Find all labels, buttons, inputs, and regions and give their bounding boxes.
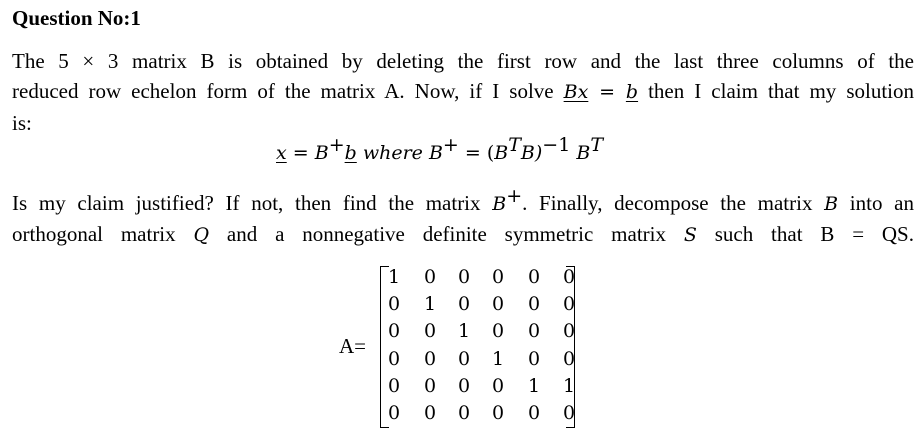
matrix-cell: 0 <box>527 402 541 424</box>
matrix-cell: 0 <box>527 266 541 288</box>
equation-Bx: Bx <box>563 81 589 103</box>
matrix-cell: 0 <box>527 293 541 315</box>
matrix-cell: 0 <box>562 266 576 288</box>
problem-text-line-1: The 5 × 3 matrix B is obtained by deleting the first row and the last three columns of the <box>12 49 914 73</box>
question-text-line-2: orthogonal matrix Q and a nonnegative definite symmetric matrix S such that B = QS. <box>12 222 914 246</box>
matrix-cell: 0 <box>527 348 541 370</box>
question-text-line-1: Is my claim justified? If not, then find the matrix B+. Finally, decompose the matrix B into an <box>12 185 914 215</box>
matrix-cell: 0 <box>491 375 505 397</box>
matrix-cell: 1 <box>491 348 505 370</box>
matrix-cell: 0 <box>491 293 505 315</box>
problem-text-line-2: reduced row echelon form of the matrix A. Now, if I solve Bx = b then I claim that my solution <box>12 79 915 103</box>
matrix-cell: 1 <box>527 375 541 397</box>
problem-text-line-3: is: <box>12 111 32 135</box>
pseudoinverse-equation: x = B+b where $B^+ = (B^TB)^{-1}$ $B^T$ <box>276 134 603 164</box>
matrix-cell: 0 <box>423 266 437 288</box>
matrix-cell: 0 <box>423 348 437 370</box>
matrix-cell: 1 <box>423 293 437 315</box>
matrix-cell: 0 <box>562 293 576 315</box>
matrix-cell: 0 <box>491 320 505 342</box>
matrix-cell: 0 <box>387 402 401 424</box>
matrix-cell: 0 <box>491 402 505 424</box>
matrix-cell: 0 <box>387 375 401 397</box>
matrix-cell: 0 <box>457 293 471 315</box>
matrix-label: A= <box>339 334 367 358</box>
matrix-cell: 0 <box>457 348 471 370</box>
question-heading: Question No:1 <box>12 6 141 30</box>
matrix-cell: 0 <box>562 402 576 424</box>
matrix-cell: 0 <box>457 402 471 424</box>
matrix-cell: 0 <box>457 375 471 397</box>
matrix-cell: 0 <box>387 293 401 315</box>
matrix-cell: 0 <box>562 348 576 370</box>
matrix-cell: 0 <box>527 320 541 342</box>
matrix-cell: 1 <box>562 375 576 397</box>
matrix-cell: 1 <box>457 320 471 342</box>
matrix-cell: 0 <box>387 348 401 370</box>
matrix-cell: 0 <box>387 320 401 342</box>
matrix-cell: 0 <box>423 320 437 342</box>
vector-b: b <box>625 81 639 103</box>
matrix-cell: 1 <box>387 266 401 288</box>
matrix-cell: 0 <box>562 320 576 342</box>
matrix-cell: 0 <box>423 402 437 424</box>
matrix-cell: 0 <box>491 266 505 288</box>
matrix-cell: 0 <box>457 266 471 288</box>
matrix-cell: 0 <box>423 375 437 397</box>
